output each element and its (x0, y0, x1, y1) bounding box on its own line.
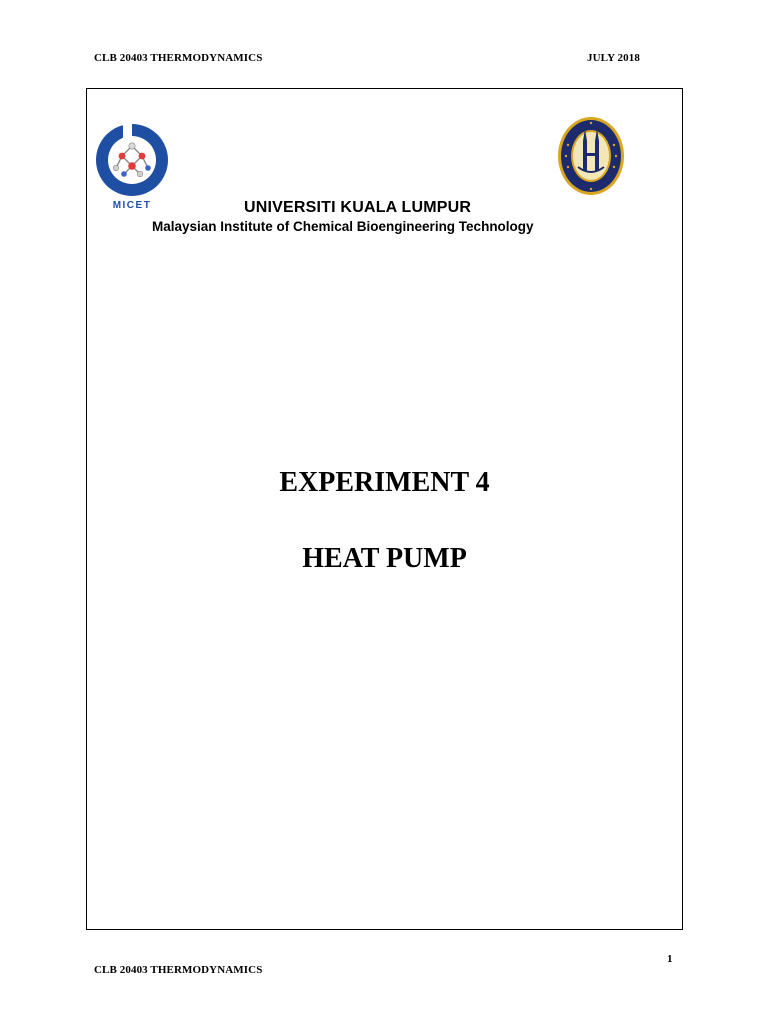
header-date: JULY 2018 (587, 52, 640, 64)
institute-name: Malaysian Institute of Chemical Bioengineering Technology (152, 219, 534, 234)
micet-molecule-logo-icon (92, 120, 172, 212)
header-course-title: CLB 20403 THERMODYNAMICS (94, 52, 263, 64)
footer-course-title: CLB 20403 THERMODYNAMICS (94, 964, 263, 976)
experiment-title: HEAT PUMP (302, 543, 467, 574)
micet-label: MICET (112, 200, 152, 211)
university-name: UNIVERSITI KUALA LUMPUR (244, 199, 472, 216)
unikl-crest-icon (556, 115, 626, 197)
institution-banner (92, 115, 629, 245)
experiment-number: EXPERIMENT 4 (279, 467, 490, 498)
page-number: 1 (667, 953, 673, 965)
